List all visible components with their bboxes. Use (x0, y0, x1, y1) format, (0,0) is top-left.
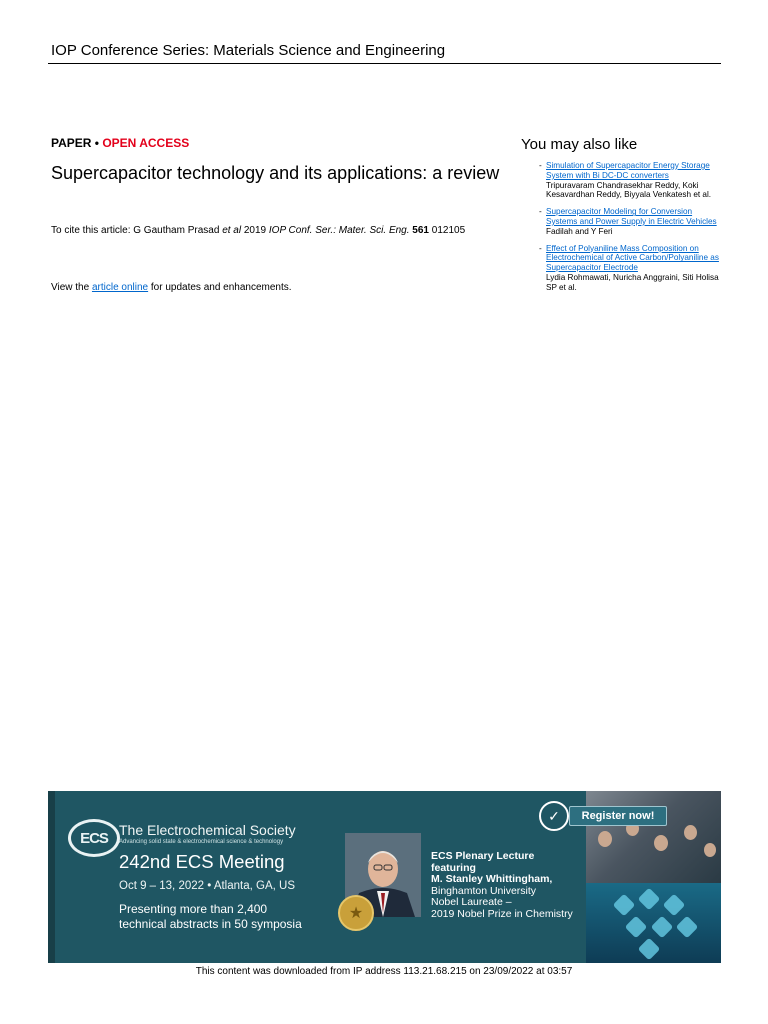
article-online-link[interactable]: article online (91, 282, 149, 293)
technology-graphic (586, 883, 721, 963)
related-articles-panel (521, 136, 721, 300)
related-item (521, 207, 721, 236)
article-title: Supercapacitor technology and its applications: a review (51, 163, 500, 183)
open-access-label: OPEN ACCESS (102, 136, 190, 150)
view-online-line (51, 282, 292, 293)
presenting-line: Presenting more than 2,400 (119, 902, 268, 916)
cite-journal: IOP Conf. Ser.: Mater. Sci. Eng. (268, 225, 410, 236)
download-notice: This content was downloaded from IP address 113.21.68.215 on 23/09/2022 at 03:57 (195, 966, 573, 977)
header-divider (48, 63, 721, 64)
check-circle-icon: ✓ (539, 801, 569, 831)
citation-line (51, 225, 465, 236)
meeting-dates: Oct 9 – 13, 2022 • Atlanta, GA, US (119, 880, 295, 892)
paper-type-label (51, 136, 189, 150)
society-name: The Electrochemical Society (119, 822, 296, 838)
related-item (521, 244, 721, 293)
register-now-button[interactable]: Register now! (569, 806, 667, 826)
audience-photo (586, 791, 721, 883)
cite-year: 2019 (241, 225, 269, 236)
list-dash: - (539, 243, 542, 253)
plenary-line: Nobel Laureate – (431, 896, 512, 908)
presenting-line: technical abstracts in 50 symposia (119, 917, 302, 931)
related-item-authors: Fadilah and Y Feri (546, 226, 613, 236)
view-prefix: View the (51, 282, 92, 293)
plenary-line: featuring (431, 861, 476, 874)
related-item-link[interactable]: Effect of Polyaniline Mass Composition on Electrochemical of Active Carbon/Polyaniline as Supercapacitor Electrode (546, 243, 719, 273)
related-item-authors: Lydia Rohmawati, Nuricha Anggraini, Siti Holisa SP et al. (546, 272, 719, 292)
related-item-link[interactable]: Simulation of Supercapacitor Energy Storage System with Bi DC-DC converters (546, 161, 710, 180)
related-heading: You may also like (521, 136, 638, 153)
presenting-text (119, 902, 349, 932)
journal-name: IOP Conference Series: Materials Science and Engineering (51, 42, 446, 59)
plenary-line: ECS Plenary Lecture (431, 850, 535, 862)
list-dash: - (539, 207, 542, 217)
ecs-advertisement-banner[interactable] (48, 791, 721, 963)
society-tagline: Advancing solid state & electrochemical science & technology (119, 839, 284, 845)
plenary-line: Binghamton University (431, 884, 537, 897)
related-item-authors: Tripuravaram Chandrasekhar Reddy, Koki Kesavardhan Reddy, Biyyala Venkatesh et al. (546, 180, 712, 200)
plenary-line: 2019 Nobel Prize in Chemistry (431, 907, 573, 920)
view-suffix: for updates and enhancements. (148, 282, 292, 293)
cite-article-number: 012105 (428, 225, 466, 236)
cite-prefix: To cite this article: G Gautham Prasad (51, 225, 223, 236)
meeting-title: 242nd ECS Meeting (119, 851, 285, 872)
label-separator: • (91, 136, 103, 150)
related-item-link[interactable]: Supercapacitor Modeling for Conversion Systems and Power Supply in Electric Vehicles (546, 207, 717, 226)
ecs-logo-icon: ECS (68, 819, 120, 857)
cite-volume: 561 (412, 225, 429, 236)
speaker-name: M. Stanley Whittingham, (431, 873, 553, 885)
banner-edge (48, 791, 55, 963)
cite-etal: et al (222, 225, 242, 236)
related-item (521, 161, 721, 200)
nobel-medal-icon: ★ (338, 895, 374, 931)
list-dash: - (539, 161, 542, 170)
paper-label: PAPER (51, 136, 92, 150)
plenary-lecture-text (431, 851, 573, 920)
